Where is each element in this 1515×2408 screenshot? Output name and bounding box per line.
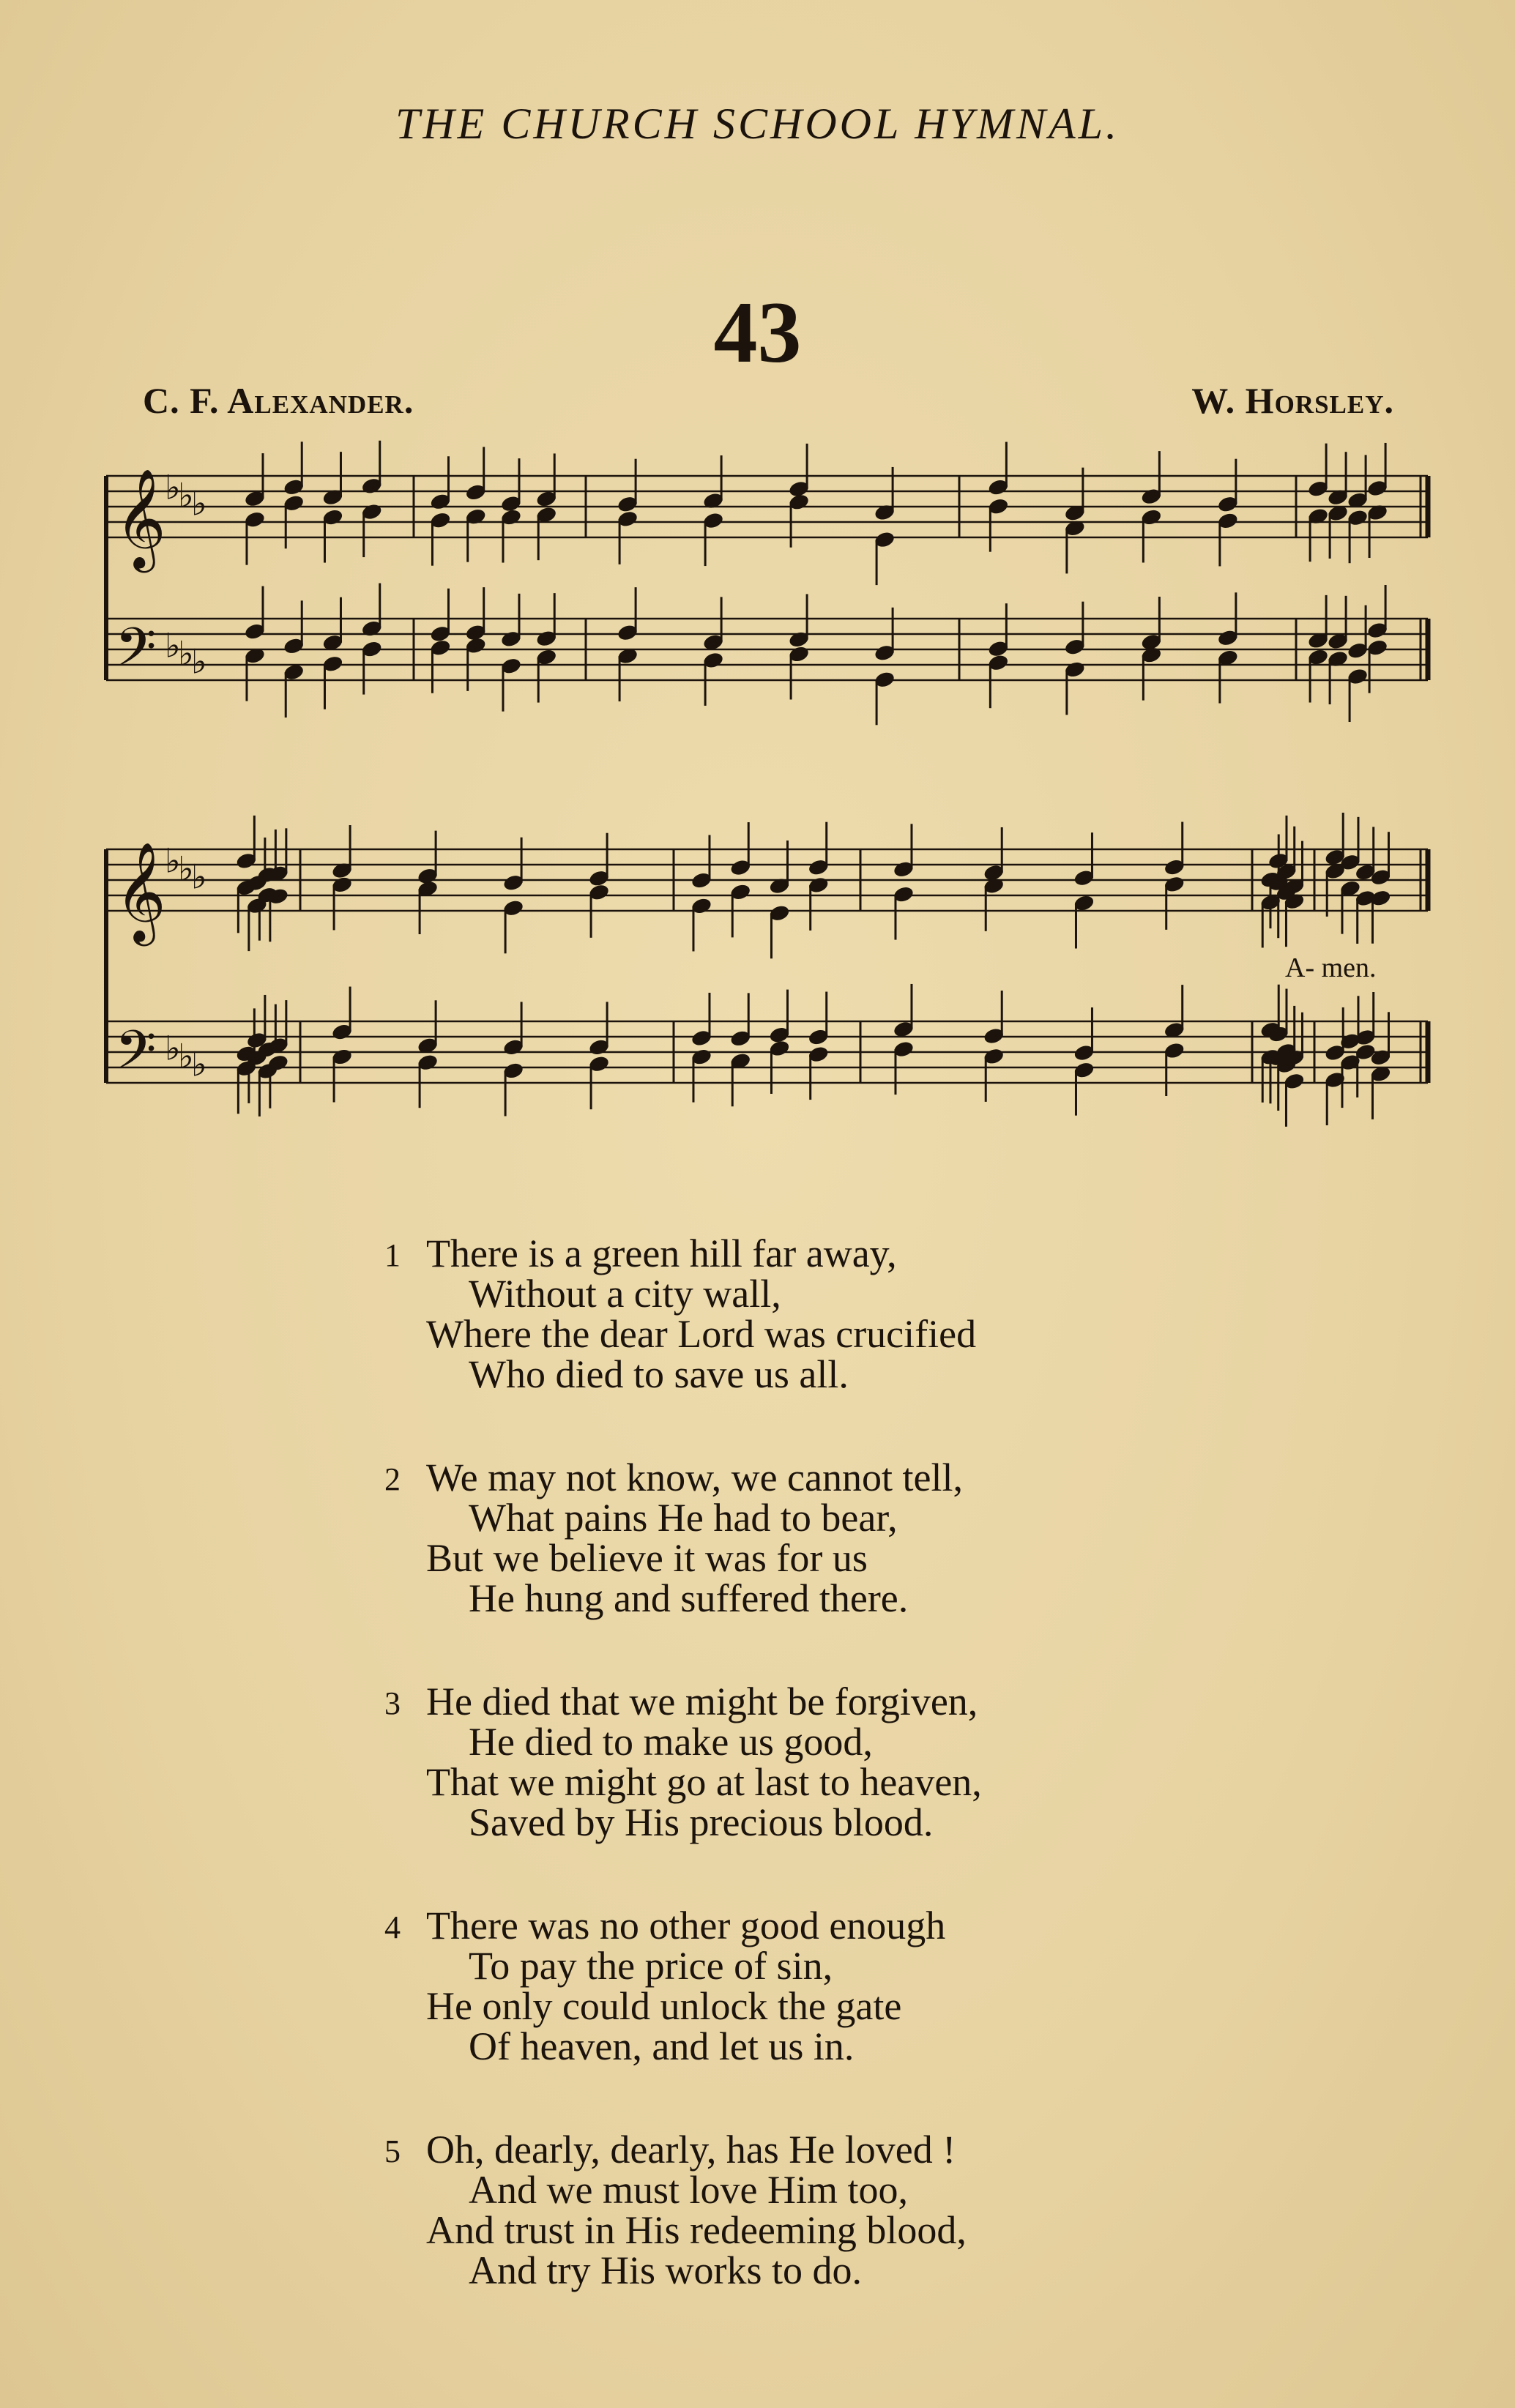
verse-line: Without a city wall, [469, 1272, 781, 1316]
verse-number: 1 [384, 1237, 401, 1273]
flat-icon: ♭ [191, 483, 207, 523]
verse-line: And try His works to do. [469, 2248, 862, 2292]
verse-line: That we might go at last to heaven, [426, 1760, 982, 1804]
flat-icon: ♭ [178, 633, 194, 674]
verse-line: Who died to save us all. [469, 1352, 849, 1396]
verse [384, 1906, 1190, 2067]
flat-icon: ♭ [165, 467, 181, 507]
verse-line: And trust in His redeeming blood, [426, 2208, 967, 2252]
flat-icon: ♭ [178, 1036, 194, 1076]
author-credit: C. F. Alexander. [143, 380, 414, 421]
verse-line: Saved by His precious blood. [469, 1800, 934, 1844]
verse [384, 1682, 1190, 1843]
verse-line: Of heaven, and let us in. [469, 2024, 855, 2068]
verse-line: There was no other good enough [426, 1904, 946, 1947]
flat-icon: ♭ [178, 475, 194, 515]
flat-icon: ♭ [165, 840, 181, 881]
music-system-1 [88, 432, 1443, 747]
verse-line: There is a green hill far away, [426, 1231, 897, 1275]
treble-clef-icon: 𝄞 [115, 840, 166, 942]
verse-number: 2 [384, 1461, 401, 1497]
verse-line: We may not know, we cannot tell, [426, 1455, 963, 1499]
bass-clef-icon: 𝄢 [115, 616, 157, 691]
flat-icon: ♭ [178, 849, 194, 889]
flat-icon: ♭ [191, 1044, 207, 1084]
verse-number: 5 [384, 2133, 401, 2169]
verse-line: Where the dear Lord was crucified [426, 1312, 977, 1356]
verse-line: He hung and suffered there. [469, 1576, 909, 1620]
verses [384, 1231, 1190, 2354]
verse [384, 2130, 1190, 2291]
flat-icon: ♭ [191, 641, 207, 682]
verse [384, 1455, 1190, 1620]
composer-credit: W. Horsley. [1191, 380, 1394, 421]
flat-icon: ♭ [191, 857, 207, 897]
verse-line: What pains He had to bear, [469, 1496, 898, 1540]
verse-line: To pay the price of sin, [469, 1944, 833, 1988]
bass-clef-icon: 𝄢 [115, 1018, 157, 1094]
verse-line: He only could unlock the gate [426, 1984, 902, 2028]
verse [384, 1231, 1190, 1396]
verse-line: Oh, dearly, dearly, has He loved ! [426, 2128, 956, 2172]
amen-text: A- men. [1285, 953, 1377, 983]
verse-line: And we must love Him too, [469, 2168, 908, 2212]
verse-number: 3 [384, 1685, 401, 1721]
verse-line: But we believe it was for us [426, 1536, 868, 1580]
verse-line: He died that we might be forgiven, [426, 1680, 978, 1723]
treble-clef-icon: 𝄞 [115, 467, 166, 568]
music-system-2 [88, 813, 1443, 1171]
verse-number: 4 [384, 1909, 401, 1945]
verse-line: He died to make us good, [469, 1720, 873, 1764]
hymn-number: 43 [713, 283, 802, 381]
running-head: THE CHURCH SCHOOL HYMNAL. [395, 100, 1120, 148]
flat-icon: ♭ [165, 1028, 181, 1068]
flat-icon: ♭ [165, 625, 181, 666]
